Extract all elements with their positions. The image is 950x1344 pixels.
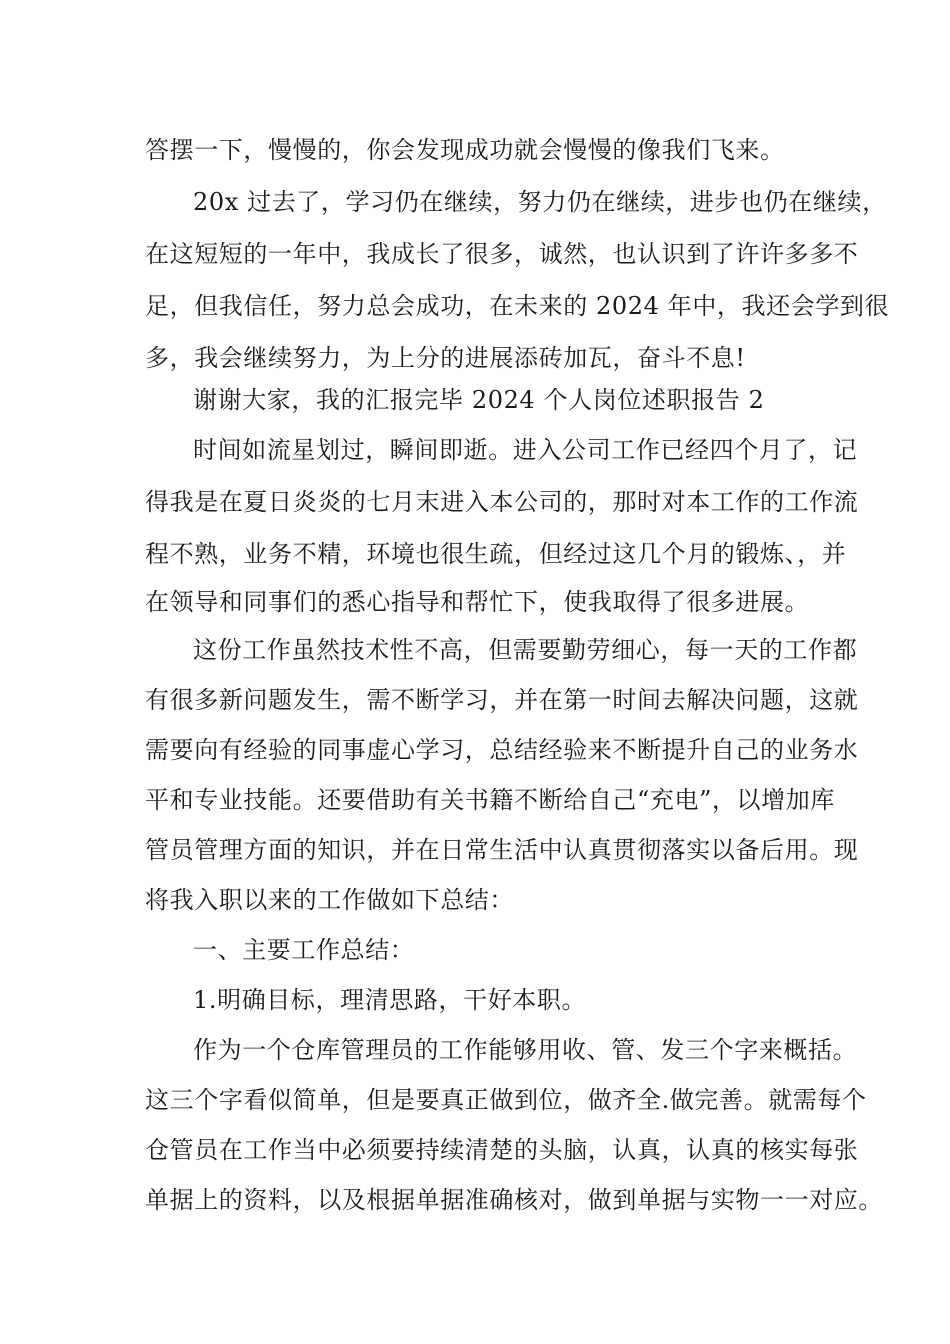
text-line: 多，我会继续努力，为上分的进展添砖加瓦，奋斗不息! [145,344,746,372]
text-line: 管员管理方面的知识，并在日常生活中认真贯彻落实以备后用。现 [145,836,859,864]
text-line: 足，但我信任，努力总会成功，在未来的 2024 年中，我还会学到很 [145,292,890,320]
text-line: 需要向有经验的同事虚心学习，总结经验来不断提升自己的业务水 [145,736,859,764]
text-line: 时间如流星划过，瞬间即逝。进入公司工作已经四个月了，记 [193,436,858,464]
text-line: 这三个字看似简单，但是要真正做到位，做齐全.做完善。就需每个 [145,1086,867,1114]
text-line: 仓管员在工作当中必须要持续清楚的头脑，认真，认真的核实每张 [145,1136,859,1164]
text-line: 单据上的资料，以及根据单据准确核对，做到单据与实物一一对应。 [145,1186,883,1214]
section-heading: 一、主要工作总结： [193,936,415,964]
text-line: 20x 过去了，学习仍在继续，努力仍在继续，进步也仍在继续， [193,188,887,216]
text-line: 这份工作虽然技术性不高，但需要勤劳细心，每一天的工作都 [193,636,858,664]
text-line: 将我入职以来的工作做如下总结： [145,886,514,914]
text-line: 有很多新问题发生，需不断学习，并在第一时间去解决问题，这就 [145,686,859,714]
text-line: 在这短短的一年中，我成长了很多，诚然，也认识到了许许多多不 [145,240,859,268]
text-line: 答摆一下，慢慢的，你会发现成功就会慢慢的像我们飞来。 [145,136,785,164]
text-line: 作为一个仓库管理员的工作能够用收、管、发三个字来概括。 [193,1036,858,1064]
text-line: 程不熟，业务不精，环境也很生疏，但经过这几个月的锻炼、，并 [145,540,847,568]
text-line: 谢谢大家，我的汇报完毕 2024 个人岗位述职报告 2 [193,386,765,414]
subsection-heading: 1.明确目标，理清思路，干好本职。 [193,986,587,1014]
text-line: 平和专业技能。还要借助有关书籍不断给自己“充电”，以增加库 [145,786,835,814]
text-line: 在领导和同事们的悉心指导和帮忙下，使我取得了很多进展。 [145,588,810,616]
text-line: 得我是在夏日炎炎的七月末进入本公司的，那时对本工作的工作流 [145,488,859,516]
